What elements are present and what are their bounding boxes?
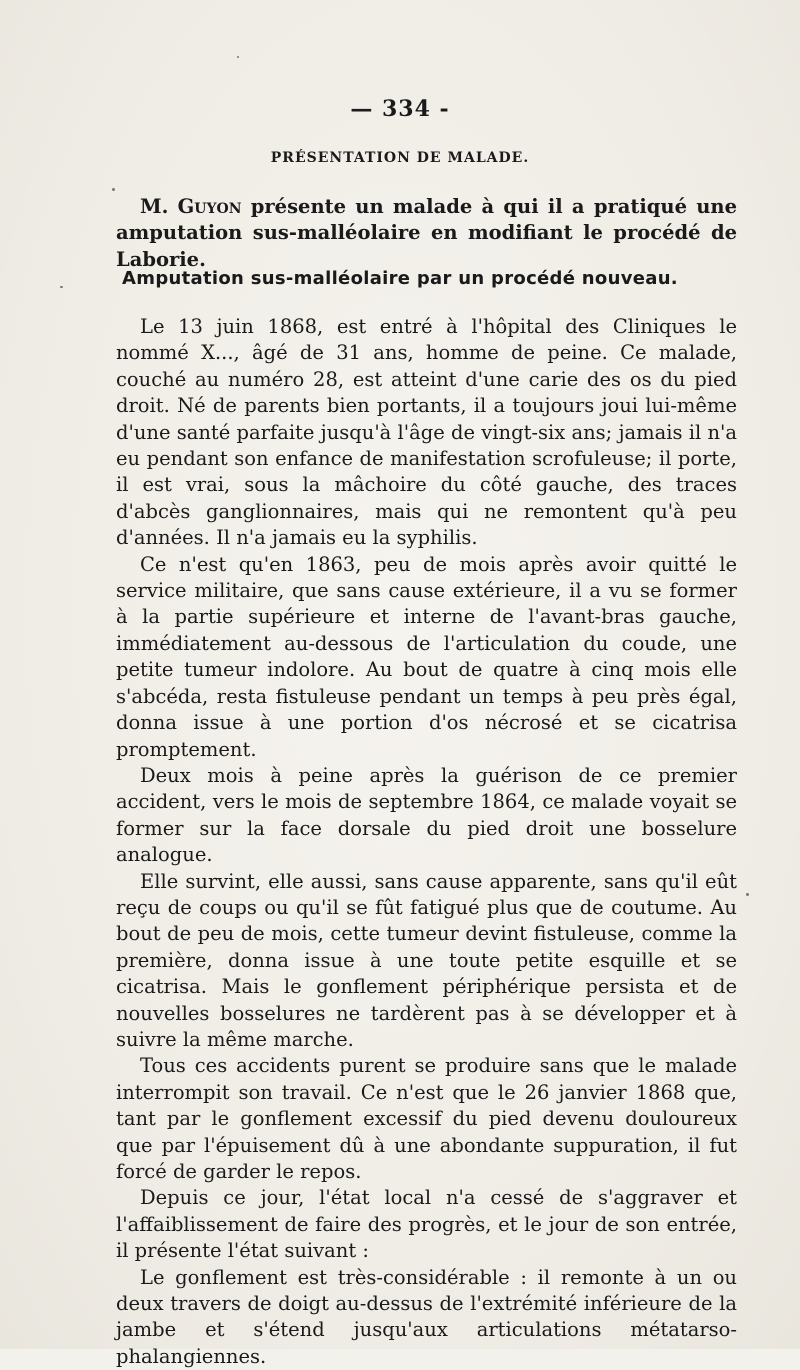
case-body: [116, 314, 737, 1370]
section-heading: PRÉSENTATION DE MALADE.: [270, 150, 530, 166]
paragraph: Tous ces accidents purent se produire sans que le malade interrompit son travail. Ce n'est que le 26 janvier 1868 que, tant par le gonflement excessif du pied devenu douloureux que par l'épuisement dû à une abondante suppuration, il fut forcé de garder le repos.: [116, 1054, 737, 1183]
intro-paragraph: [116, 194, 737, 273]
paper-speck: [746, 893, 749, 896]
case-subtitle: Amputation sus-malléolaire par un procédé nouveau.: [122, 268, 678, 289]
paragraph: Deux mois à peine après la guérison de ce premier accident, vers le mois de septembre 1864, ce malade voyait se former sur la face dorsale du pied droit une bosselure analogue.: [116, 763, 737, 867]
intro-text: [116, 194, 737, 273]
paper-speck: [60, 286, 63, 288]
intro-body: présente un malade à qui il a pratiqué une amputation sus-malléolaire en modifiant le procédé de Laborie.: [116, 195, 738, 271]
paragraph: Le 13 juin 1868, est entré à l'hôpital des Cliniques le nommé X..., âgé de 31 ans, homme de peine. Ce malade, couché au numéro 28, est atteint d'une carie des os du pied droit. Né de parents bien portants, il a toujours joui lui-même d'une santé parfaite jusqu'à l'âge de vingt-six ans; jamais il n'a eu pendant son enfance de manifestation scrofuleuse; il porte, il est vrai, sous la mâchoire du côté gauche, des traces d'abcès ganglionnaires, mais qui ne remontent qu'à peu d'années. Il n'a jamais eu la syphilis.: [116, 315, 737, 550]
author-name: Guyon: [177, 195, 242, 218]
paragraph: Ce n'est qu'en 1863, peu de mois après avoir quitté le service militaire, que sans cause extérieure, il a vu se former à la partie supérieure et interne de l'avant-bras gauche, immédiatement au-dessous de l'articulation du coude, une petite tumeur indolore. Au bout de quatre à cinq mois elle s'abcéda, resta fistuleuse pendant un temps à peu près égal, donna issue à une portion d'os nécrosé et se cicatrisa promptement.: [116, 552, 737, 761]
paragraph: Le gonflement est très-considérable : il remonte à un ou deux travers de doigt au-dessus de l'extrémité inférieure de la jambe et s'étend jusqu'aux articulations métatarso-phalangiennes.: [116, 1265, 737, 1368]
paragraph: Depuis ce jour, l'état local n'a cessé de s'aggraver et l'affaiblissement de faire des progrès, et le jour de son entrée, il présente l'état suivant :: [116, 1186, 737, 1263]
page-number: — 334 -: [350, 96, 450, 122]
author-initial: M.: [140, 195, 169, 218]
paragraph: Elle survint, elle aussi, sans cause apparente, sans qu'il eût reçu de coups ou qu'il se fût fatigué plus que de coutume. Au bout de peu de mois, cette tumeur devint fistuleuse, comme la première, donna issue à une toute petite esquille et se cicatrisa. Mais le gonflement périphérique persista et de nouvelles bosselures ne tardèrent pas à se développer et à suivre la même marche.: [116, 869, 737, 1051]
paper-speck: [237, 56, 239, 58]
paper-speck: [112, 188, 115, 191]
